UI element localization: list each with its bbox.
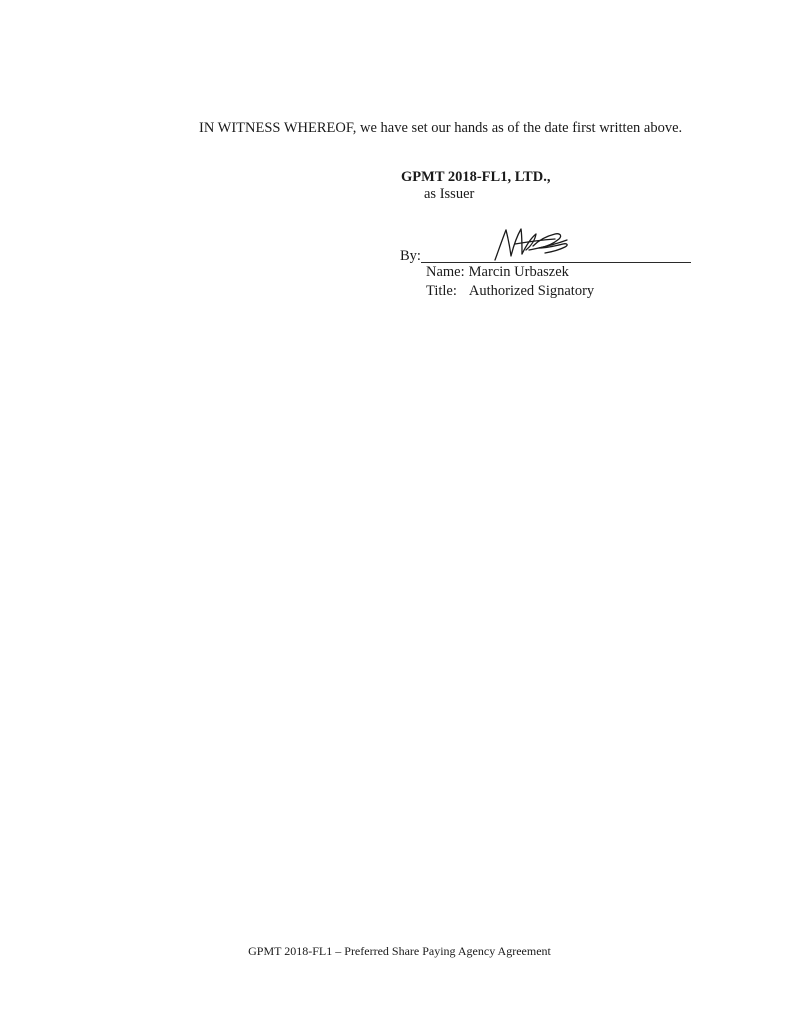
name-label: Name: [426,264,465,280]
title-label: Title: [426,283,457,299]
signatory-name: Marcin Urbaszek [468,264,569,280]
signatory-name-row [426,264,569,281]
by-label: By: [400,248,421,264]
witness-clause: IN WITNESS WHEREOF, we have set our hands as of the date first written above. [199,120,683,136]
signature-line [421,262,691,263]
entity-role: as Issuer [424,186,475,202]
page-footer: GPMT 2018-FL1 – Preferred Share Paying Agency Agreement [248,944,551,958]
signatory-title: Authorized Signatory [468,283,595,299]
entity-name: GPMT 2018-FL1, LTD., [401,169,551,185]
signatory-title-row [426,283,594,300]
handwritten-signature [493,226,573,262]
